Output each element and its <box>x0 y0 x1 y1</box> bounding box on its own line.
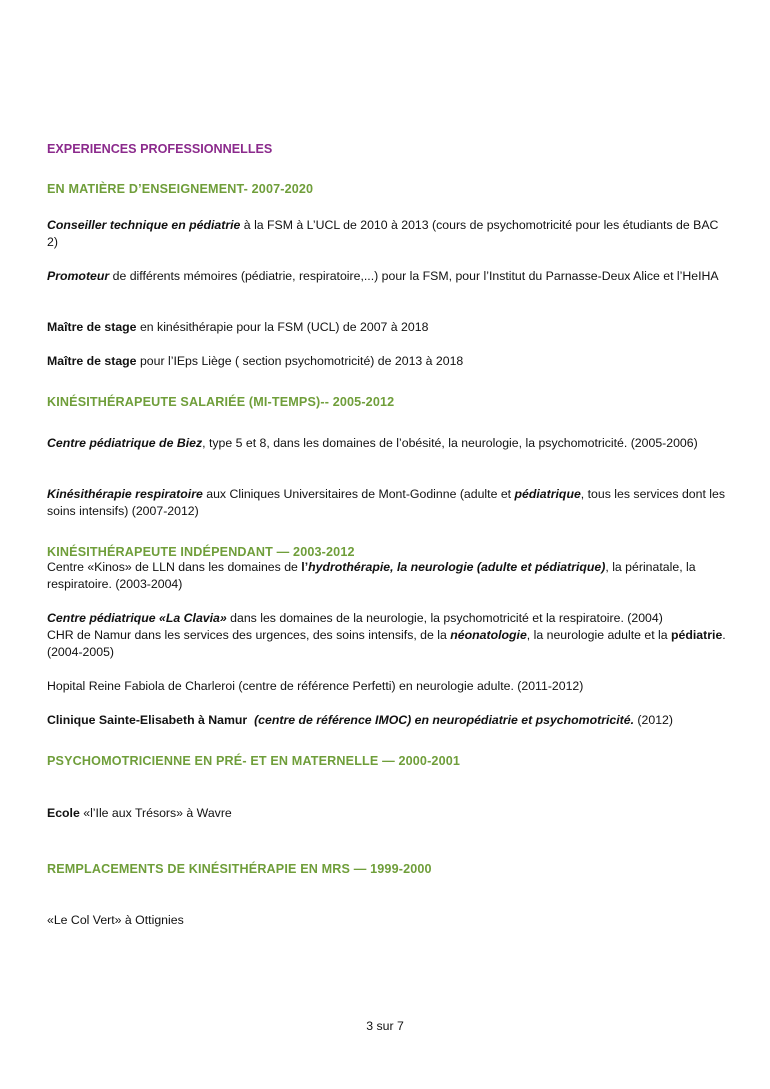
entry-emphasis: (centre de référence IMOC) en neuropédiatrie et psychomotricité. <box>254 713 634 727</box>
section-heading-enseignement: EN MATIÈRE D’ENSEIGNEMENT- 2007-2020 <box>47 182 314 196</box>
entry-col-vert: «Le Col Vert» à Ottignies <box>47 913 184 927</box>
entry-title: Promoteur <box>47 269 110 283</box>
page-number: 3 sur 7 <box>366 1019 404 1033</box>
entry-kine-respiratoire <box>47 486 727 520</box>
entry-title: Conseiller technique en pédiatrie <box>47 218 241 232</box>
entry-centre-biez <box>47 435 727 452</box>
entry-text: dans les domaines de la neurologie, la psychomotricité et la respiratoire. (2004) <box>226 611 663 625</box>
entry-emphasis: l’ <box>301 560 309 574</box>
entry-emphasis: pédiatrique <box>514 487 581 501</box>
entry-title: Centre pédiatrique «La Clavia» <box>47 611 227 625</box>
section-heading-remplacements: REMPLACEMENTS DE KINÉSITHÉRAPIE EN MRS — 1999-2000 <box>47 862 432 876</box>
entry-text: CHR de Namur dans les services des urgences, des soins intensifs, de la <box>47 628 451 642</box>
entry-title: Clinique Sainte-Elisabeth à Namur <box>47 713 248 727</box>
entry-chr-namur <box>47 627 727 661</box>
entry-title: Maître de stage <box>47 320 137 334</box>
entry-emphasis: pédiatrie <box>671 628 723 642</box>
entry-text: , tous les services dont les soins intensifs) (2007-2012) <box>47 487 726 518</box>
entry-ecole-ile-tresors <box>47 805 727 822</box>
entry-emphasis: néonatologie <box>450 628 527 642</box>
entry-text: , la neurologie adulte et la <box>526 628 672 642</box>
entry-clinique-sainte-elisabeth <box>47 712 727 729</box>
entry-title: Centre pédiatrique de Biez <box>47 436 203 450</box>
entry-promoteur <box>47 268 727 285</box>
entry-centre-clavia <box>47 610 727 627</box>
entry-centre-kinos <box>47 559 727 593</box>
entry-text: .(2004-2005) <box>47 628 726 659</box>
section-heading-salariee: KINÉSITHÉRAPEUTE SALARIÉE (MI-TEMPS)-- 2005-2012 <box>47 395 395 409</box>
entry-text: aux Cliniques Universitaires de Mont-Godinne (adulte et <box>202 487 515 501</box>
entry-text: de différents mémoires (pédiatrie, respiratoire,...) pour la FSM, pour l’Institut du Parnasse-Deux Alice et l’HeIHA <box>109 269 719 283</box>
entry-title: Maître de stage <box>47 354 137 368</box>
entry-text: pour l’IEps Liège ( section psychomotricité) de 2013 à 2018 <box>136 354 464 368</box>
section-heading-psychomotricienne: PSYCHOMOTRICIENNE EN PRÉ- ET EN MATERNELLE — 2000-2001 <box>47 754 461 768</box>
section-heading-independant: KINÉSITHÉRAPEUTE INDÉPENDANT — 2003-2012 <box>47 545 355 559</box>
main-heading: EXPERIENCES PROFESSIONNELLES <box>47 142 273 156</box>
entry-text: (2012) <box>634 713 673 727</box>
entry-text: Centre «Kinos» de LLN dans les domaines de <box>47 560 302 574</box>
entry-text: «l’Ile aux Trésors» à Wavre <box>79 806 232 820</box>
entry-maitre-stage-ieps <box>47 353 727 370</box>
entry-text: à la FSM à L’UCL de 2010 à 2013 (cours de psychomotricité pour les étudiants de BAC 2) <box>47 218 719 249</box>
entry-title: Kinésithérapie respiratoire <box>47 487 203 501</box>
entry-text: en kinésithérapie pour la FSM (UCL) de 2007 à 2018 <box>136 320 429 334</box>
entry-maitre-stage-fsm <box>47 319 727 336</box>
entry-text: , la périnatale, la respiratoire. (2003-2004) <box>47 560 696 591</box>
entry-hopital-fabiola: Hopital Reine Fabiola de Charleroi (centre de référence Perfetti) en neurologie adulte. (2011-2012) <box>47 679 584 693</box>
entry-emphasis: hydrothérapie, la neurologie (adulte et pédiatrique) <box>308 560 606 574</box>
entry-text: , type 5 et 8, dans les domaines de l’obésité, la neurologie, la psychomotricité. (2005-2006) <box>202 436 698 450</box>
entry-title: Ecole <box>47 806 80 820</box>
entry-conseiller-technique <box>47 217 727 251</box>
